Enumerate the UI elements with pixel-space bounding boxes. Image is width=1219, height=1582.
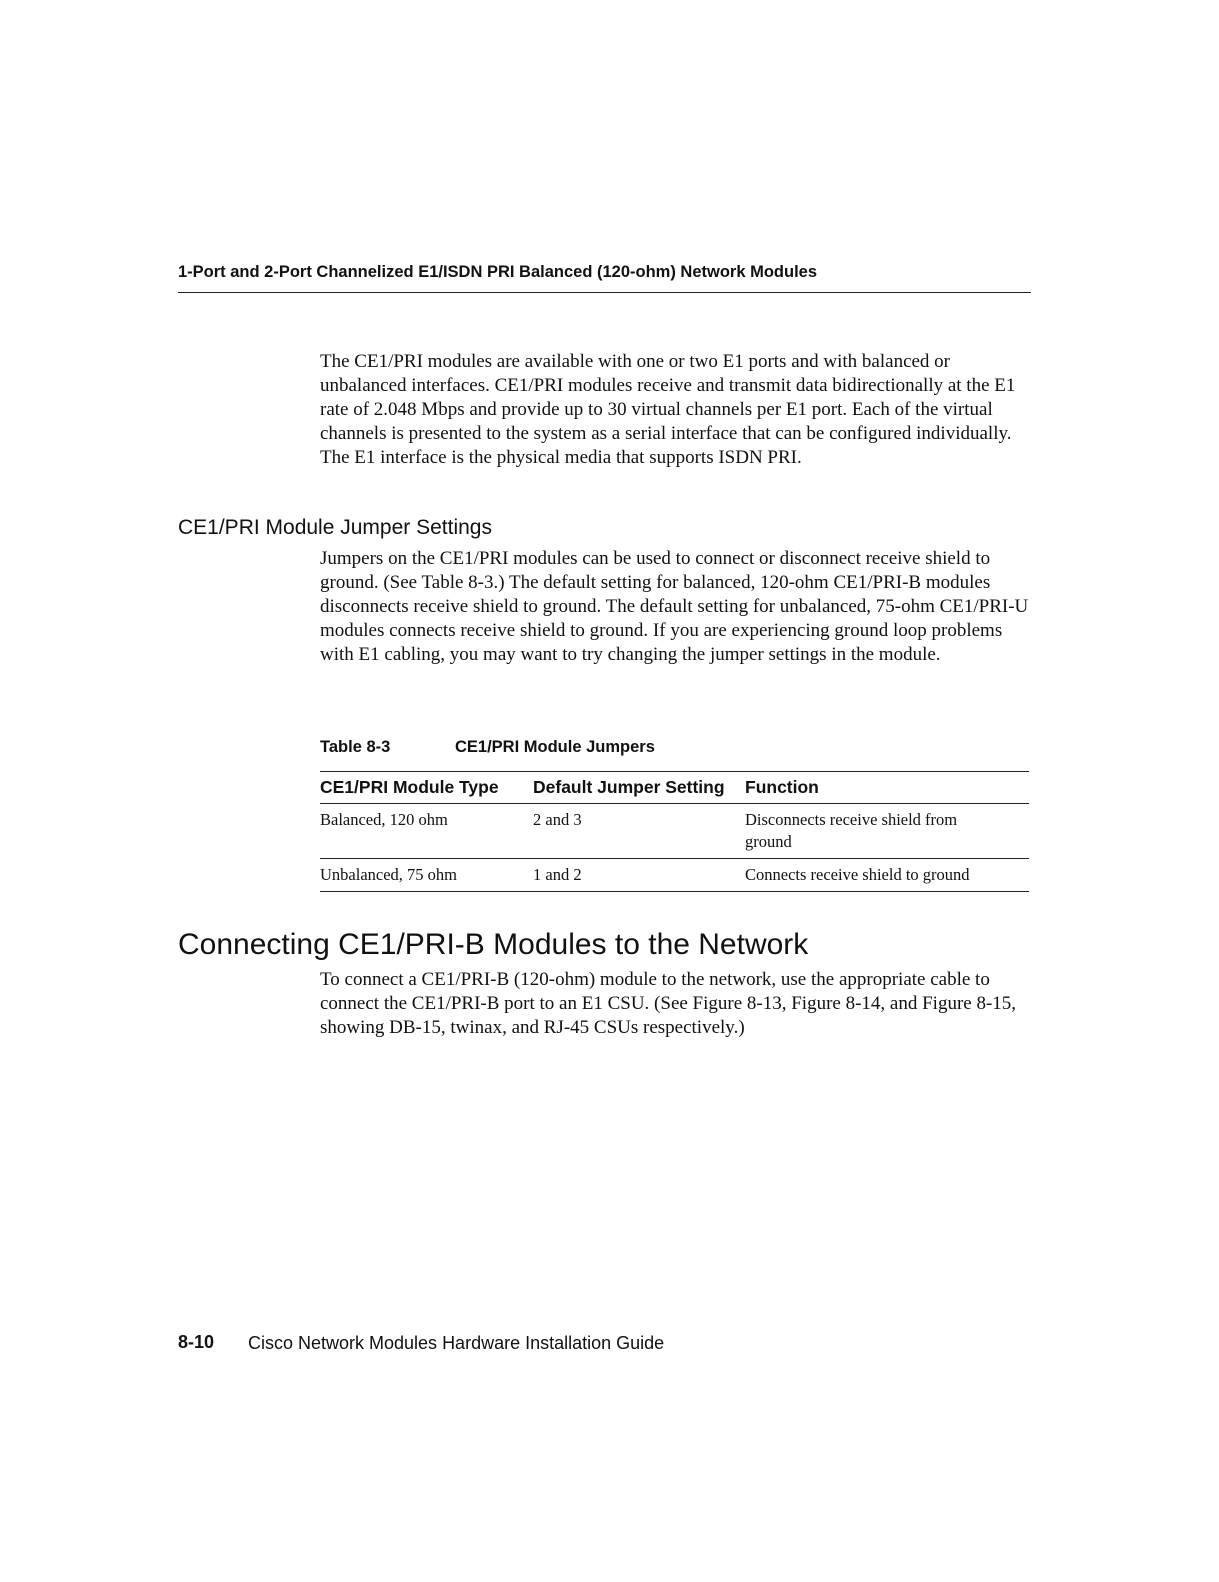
table-caption [320,737,655,757]
jumper-table [320,771,1029,892]
running-header: 1-Port and 2-Port Channelized E1/ISDN PRI Balanced (120-ohm) Network Modules [178,263,818,281]
header-default-jumper: Default Jumper Setting [533,772,745,804]
connecting-paragraph: To connect a CE1/PRI-B (120-ohm) module to the network, use the appropriate cable to connect the CE1/PRI-B port to an E1 CSU. (See Figure 8-13, Figure 8-14, and Figure 8-15, showing DB-15, twinax, and RJ-45 CSUs respectively.) [320,969,1017,1038]
guide-title: Cisco Network Modules Hardware Installation Guide [248,1333,665,1353]
header-function: Function [745,772,1029,804]
cell-default-jumper: 1 and 2 [533,859,745,892]
table-title: CE1/PRI Module Jumpers [455,738,655,756]
cell-module-type: Balanced, 120 ohm [320,804,533,859]
table-row [320,804,1029,859]
table-number: Table 8-3 [320,738,391,756]
cell-function: Disconnects receive shield from ground [745,804,1029,859]
cell-function: Connects receive shield to ground [745,859,1029,892]
intro-paragraph: The CE1/PRI modules are available with one or two E1 ports and with balanced or unbalanced interfaces. CE1/PRI modules receive and transmit data bidirectionally at the E1 rate of 2.048 Mbps and provide up to 30 virtual channels per E1 port. Each of the virtual channels is presented to the system as a serial interface that can be configured individually. The E1 interface is the physical media that supports ISDN PRI. [320,351,1016,468]
header-module-type: CE1/PRI Module Type [320,772,533,804]
table-row [320,859,1029,892]
header-rule [178,292,1031,293]
table-header-row [320,772,1029,804]
jumper-settings-paragraph: Jumpers on the CE1/PRI modules can be used to connect or disconnect receive shield to ground. (See Table 8-3.) The default setting for balanced, 120-ohm CE1/PRI-B modules disconnects receive shield to ground. The default setting for unbalanced, 75-ohm CE1/PRI-U modules connects receive shield to ground. If you are experiencing ground loop problems with E1 cabling, you may want to try changing the jumper settings in the module. [320,548,1029,665]
cell-module-type: Unbalanced, 75 ohm [320,859,533,892]
connecting-heading: Connecting CE1/PRI-B Modules to the Network [178,928,809,961]
page-number: 8-10 [178,1332,215,1352]
jumper-settings-heading: CE1/PRI Module Jumper Settings [178,516,492,539]
cell-default-jumper: 2 and 3 [533,804,745,859]
